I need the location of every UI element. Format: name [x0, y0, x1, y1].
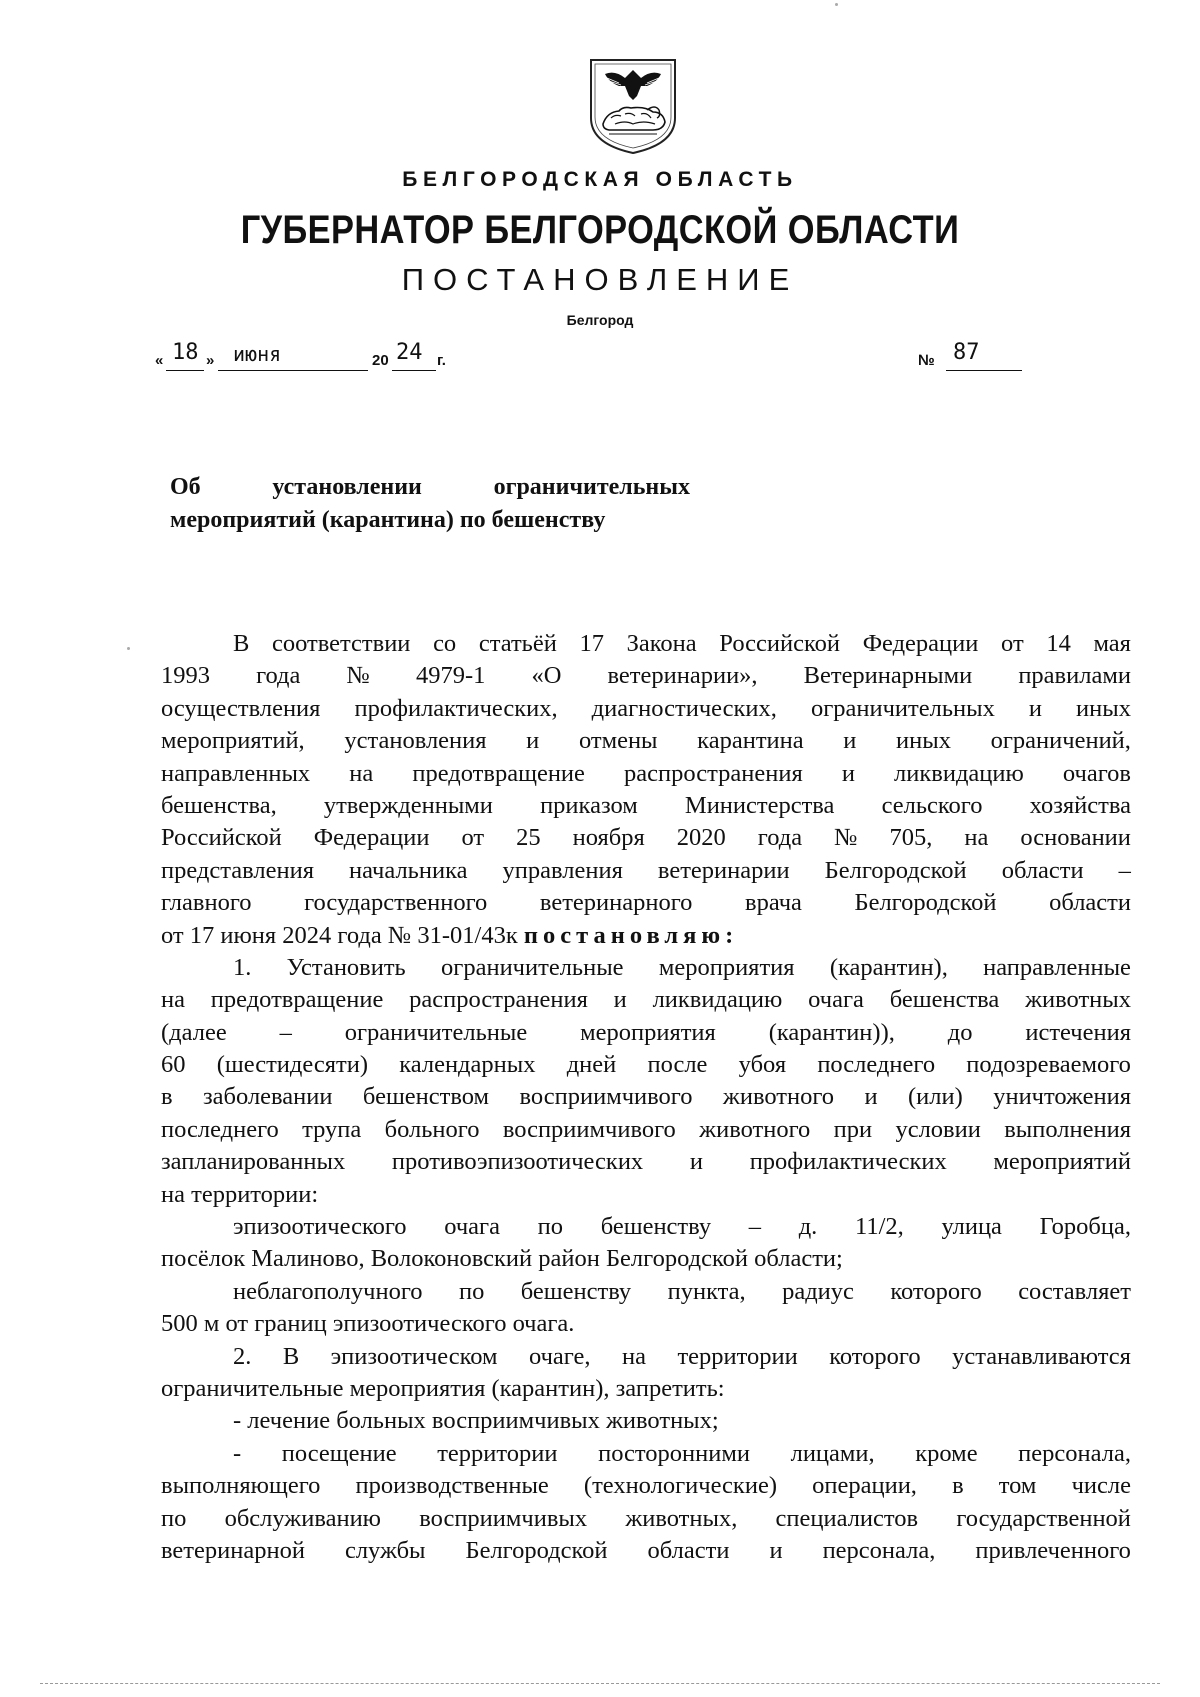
preamble-line: Российской Федерации от 25 ноября 2020 года № 705, на основании — [161, 824, 1131, 852]
document-subject — [170, 471, 690, 537]
region-name: БЕЛГОРОДСКАЯ ОБЛАСТЬ — [402, 168, 798, 191]
preamble-line: направленных на предотвращение распространения и ликвидацию очагов — [161, 759, 1131, 787]
date-number-row — [0, 338, 1200, 378]
number-underline — [946, 370, 1022, 371]
authority-title: ГУБЕРНАТОР БЕЛГОРОДСКОЙ ОБЛАСТИ — [240, 208, 960, 252]
subject-line-1: Об установлении ограничительных — [170, 474, 690, 500]
territory-focus-line: посёлок Малиново, Волоконовский район Белгородской области; — [161, 1245, 843, 1273]
prohibition-visits-line: по обслуживанию восприимчивых животных, специалистов государственной — [161, 1504, 1131, 1532]
date-month: июня — [233, 342, 282, 366]
document-number: 87 — [953, 340, 980, 365]
item-1-line: (далее – ограничительные мероприятия (карантин)), до истечения — [161, 1018, 1131, 1046]
prohibition-visits-line: выполняющего производственные (технологические) операции, в том числе — [161, 1472, 1131, 1500]
item-1-line: в заболевании бешенством восприимчивого животного и (или) уничтожения — [161, 1083, 1131, 1111]
preamble-line: главного государственного ветеринарного врача Белгородской области — [161, 889, 1131, 917]
item-1-line: 1. Установить ограничительные мероприятия (карантин), направленные — [233, 953, 1131, 981]
date-open-quote: « — [155, 352, 164, 369]
scan-speck — [127, 647, 130, 650]
preamble-last-line — [161, 920, 1131, 952]
month-underline — [218, 370, 368, 371]
preamble-line: представления начальника управления ветеринарии Белгородской области – — [161, 856, 1131, 884]
year-suffix: 24 — [396, 340, 423, 365]
territory-point-line: 500 м от границ эпизоотического очага. — [161, 1310, 575, 1338]
year-underline — [392, 370, 436, 371]
issuing-city: Белгород — [566, 312, 634, 328]
document-body — [161, 628, 1131, 1567]
preamble-last-text: от 17 июня 2024 года № 31-01/43к — [161, 921, 518, 949]
scan-speck — [835, 3, 838, 6]
year-prefix: 20 — [372, 352, 389, 369]
item-1-line: на территории: — [161, 1180, 319, 1208]
coat-of-arms-emblem — [585, 56, 681, 156]
number-label: № — [918, 352, 935, 369]
decree-keyword: постановляю: — [523, 921, 739, 949]
territory-focus-line: эпизоотического очага по бешенству – д. 11/2, улица Горобца, — [233, 1213, 1131, 1241]
item-1-line: на предотвращение распространения и ликвидацию очага бешенства животных — [161, 986, 1131, 1014]
item-1-line: 60 (шестидесяти) календарных дней после убоя последнего подозреваемого — [161, 1051, 1131, 1079]
date-day: 18 — [172, 340, 199, 365]
preamble-line: бешенства, утвержденными приказом Министерства сельского хозяйства — [161, 791, 1131, 819]
date-close-quote: » — [206, 352, 215, 369]
prohibition-visits-line: - посещение территории посторонними лицами, кроме персонала, — [233, 1439, 1131, 1467]
prohibition-treatment: - лечение больных восприимчивых животных; — [233, 1407, 719, 1435]
item-2-line: 2. В эпизоотическом очаге, на территории которого устанавливаются — [233, 1342, 1131, 1370]
preamble-line: мероприятий, установления и отмены карантина и иных ограничений, — [161, 727, 1131, 755]
item-2-line: ограничительные мероприятия (карантин), запретить: — [161, 1374, 725, 1402]
day-underline — [166, 370, 204, 371]
territory-point-line: неблагополучного по бешенству пункта, радиус которого составляет — [233, 1277, 1131, 1305]
page-bottom-rule — [40, 1683, 1160, 1684]
prohibition-visits-line: ветеринарной службы Белгородской области и персонала, привлеченного — [161, 1536, 1131, 1564]
item-1-line: запланированных противоэпизоотических и профилактических мероприятий — [161, 1148, 1131, 1176]
item-1-line: последнего трупа больного восприимчивого животного при условии выполнения — [161, 1115, 1131, 1143]
year-mark: г. — [437, 352, 446, 369]
preamble-line: В соответствии со статьёй 17 Закона Российской Федерации от 14 мая — [233, 630, 1131, 657]
document-type-title: ПОСТАНОВЛЕНИЕ — [401, 262, 799, 297]
subject-line-2: мероприятий (карантина) по бешенству — [170, 507, 606, 533]
preamble-line: 1993 года № 4979-1 «О ветеринарии», Ветеринарными правилами — [161, 662, 1131, 690]
preamble-line: осуществления профилактических, диагностических, ограничительных и иных — [161, 694, 1131, 722]
